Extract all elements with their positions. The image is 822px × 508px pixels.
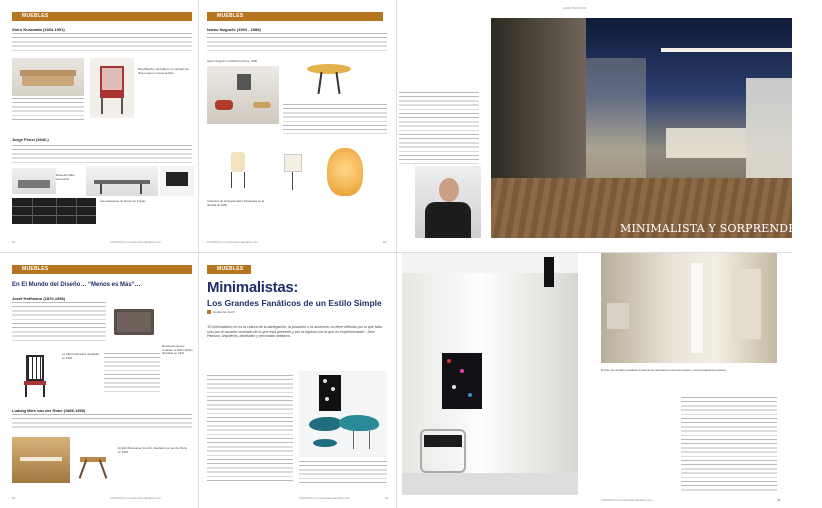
shelving-photo: [12, 198, 96, 224]
table-caption: El sillón Barcelona (Couch), diseñado por van der Rohe en 1929: [118, 446, 188, 454]
page-folio: 84: [385, 496, 389, 500]
article-col-2: [299, 461, 387, 483]
architecture-photo: [491, 18, 792, 238]
chair-caption-1: Respuesta de sus muebles, el Sillón Kubus, diseñado en 1910: [162, 344, 194, 356]
pull-quote: “El minimalismo no es la cultura de la abnegación, la privación o la ausencia; no tiene definido por lo que falta, sino por el carácter acertado de lo que está presente y por la riqueza con la que es experimentado”. John Pawson, arquitecto, diseñador y decorador británico.: [207, 325, 383, 339]
bottom-caption: Las estanterías de Pensi son limpias: [100, 199, 146, 203]
office-photo: [86, 166, 158, 196]
section-tag: MUEBLES: [12, 12, 192, 21]
section-heading-2: Ludwig Mies van der Rohe (1886-1969): [12, 408, 86, 413]
page-bottom-left: [0, 253, 198, 508]
body-text-col: [104, 353, 160, 393]
byline-square: [207, 310, 211, 314]
chair-caption: Miss Blanche, lanzada en el mercado las flores rojas en resina acrílica: [138, 67, 189, 75]
article-title-line2: Los Grandes Fanáticos de un Estilo Simple: [207, 298, 382, 308]
body-text: [12, 302, 106, 342]
body-text: [207, 33, 387, 53]
byline: Redacción HAXI: [213, 310, 236, 314]
footer-site: CURSOS.com www.decoraonline.com: [299, 496, 351, 500]
lamp-photo-1: [227, 148, 249, 192]
page-heading: En El Mundo del Diseño… “Menos es Más”…: [12, 282, 141, 288]
page-folio: 85: [777, 498, 781, 502]
section-heading: Josef Hoffmann (1870-1956): [12, 296, 66, 301]
page-bottom-right: [397, 253, 792, 508]
body-text-2: [12, 145, 192, 164]
article-text: [681, 397, 777, 493]
kubus-chair-photo: [110, 305, 158, 339]
page-bottom-middle: [199, 253, 396, 508]
footer-site: CURSOS.com www.decoraonline.com: [110, 240, 162, 244]
photo-caption: Mesa del Taller Geometría: [56, 173, 75, 181]
page-folio: 82: [383, 240, 387, 244]
body-text: [12, 33, 192, 54]
dining-photo: [12, 437, 70, 483]
photo-caption-text: [12, 98, 84, 122]
lounge-photo: [12, 168, 56, 194]
bathroom-photo: [601, 253, 777, 363]
page-top-middle: [199, 0, 396, 252]
page-top-left: [0, 0, 198, 252]
section-tag: MUEBLES: [12, 265, 192, 274]
screen-photo: [160, 166, 194, 196]
article-col-1: [207, 375, 293, 483]
article-title-line1: Minimalistas:: [207, 279, 299, 296]
living-room-photo: [207, 66, 279, 124]
lamp-photo-2: [281, 150, 305, 194]
page-folio: 81: [12, 240, 16, 244]
page-folio: 83: [12, 496, 16, 500]
lamp-caption: Colección de lámparas Akari. Diseñadas en la década de 1950: [207, 199, 265, 207]
hoffmann-chair-photo: [12, 351, 60, 399]
sofa-photo: [12, 58, 84, 96]
section-heading: Shiro Kuramata (1934-1991): [12, 27, 65, 32]
x-chair-photo: [74, 447, 112, 481]
section-header: ARQUITECTURA: [563, 6, 587, 10]
article-text: [399, 92, 479, 164]
footer-site: CURSOS.com www.decoraonline.com: [601, 498, 653, 502]
corridor-photo: [402, 253, 578, 495]
body-text-2: [12, 414, 192, 430]
body-text-2: [283, 104, 387, 134]
photo-caption-top: Isamu Noguchi y la Mesa Cyclone, 1950: [207, 59, 258, 63]
footer-site: CURSOS.com www.decoraonline.com: [207, 240, 259, 244]
chair-photo: [299, 371, 387, 457]
footer-site: CURSOS.com www.decoraonline.com: [110, 496, 162, 500]
section-tag: MUEBLES: [207, 12, 383, 21]
page-top-right: [397, 0, 822, 252]
table-photo: [299, 58, 359, 100]
section-tag: MUEBLES: [207, 265, 251, 274]
chair-caption-2: La silla Purkersdorf, diseñada en 1904: [62, 352, 99, 360]
photo-caption: En foto: En el baño prevalece la idea de la carpintería en formas limpias y una transparencia exterior.: [601, 368, 727, 372]
architect-portrait: [415, 166, 481, 238]
section-heading-2: Jorge Pensi (1946-): [12, 137, 49, 142]
spread-title: MINIMALISTA Y SORPRENDENTE: [620, 222, 822, 235]
red-chair-photo: [90, 58, 134, 118]
section-heading: Isamu Noguchi (1904 - 1988): [207, 27, 261, 32]
lamp-photo-3: [323, 142, 367, 200]
